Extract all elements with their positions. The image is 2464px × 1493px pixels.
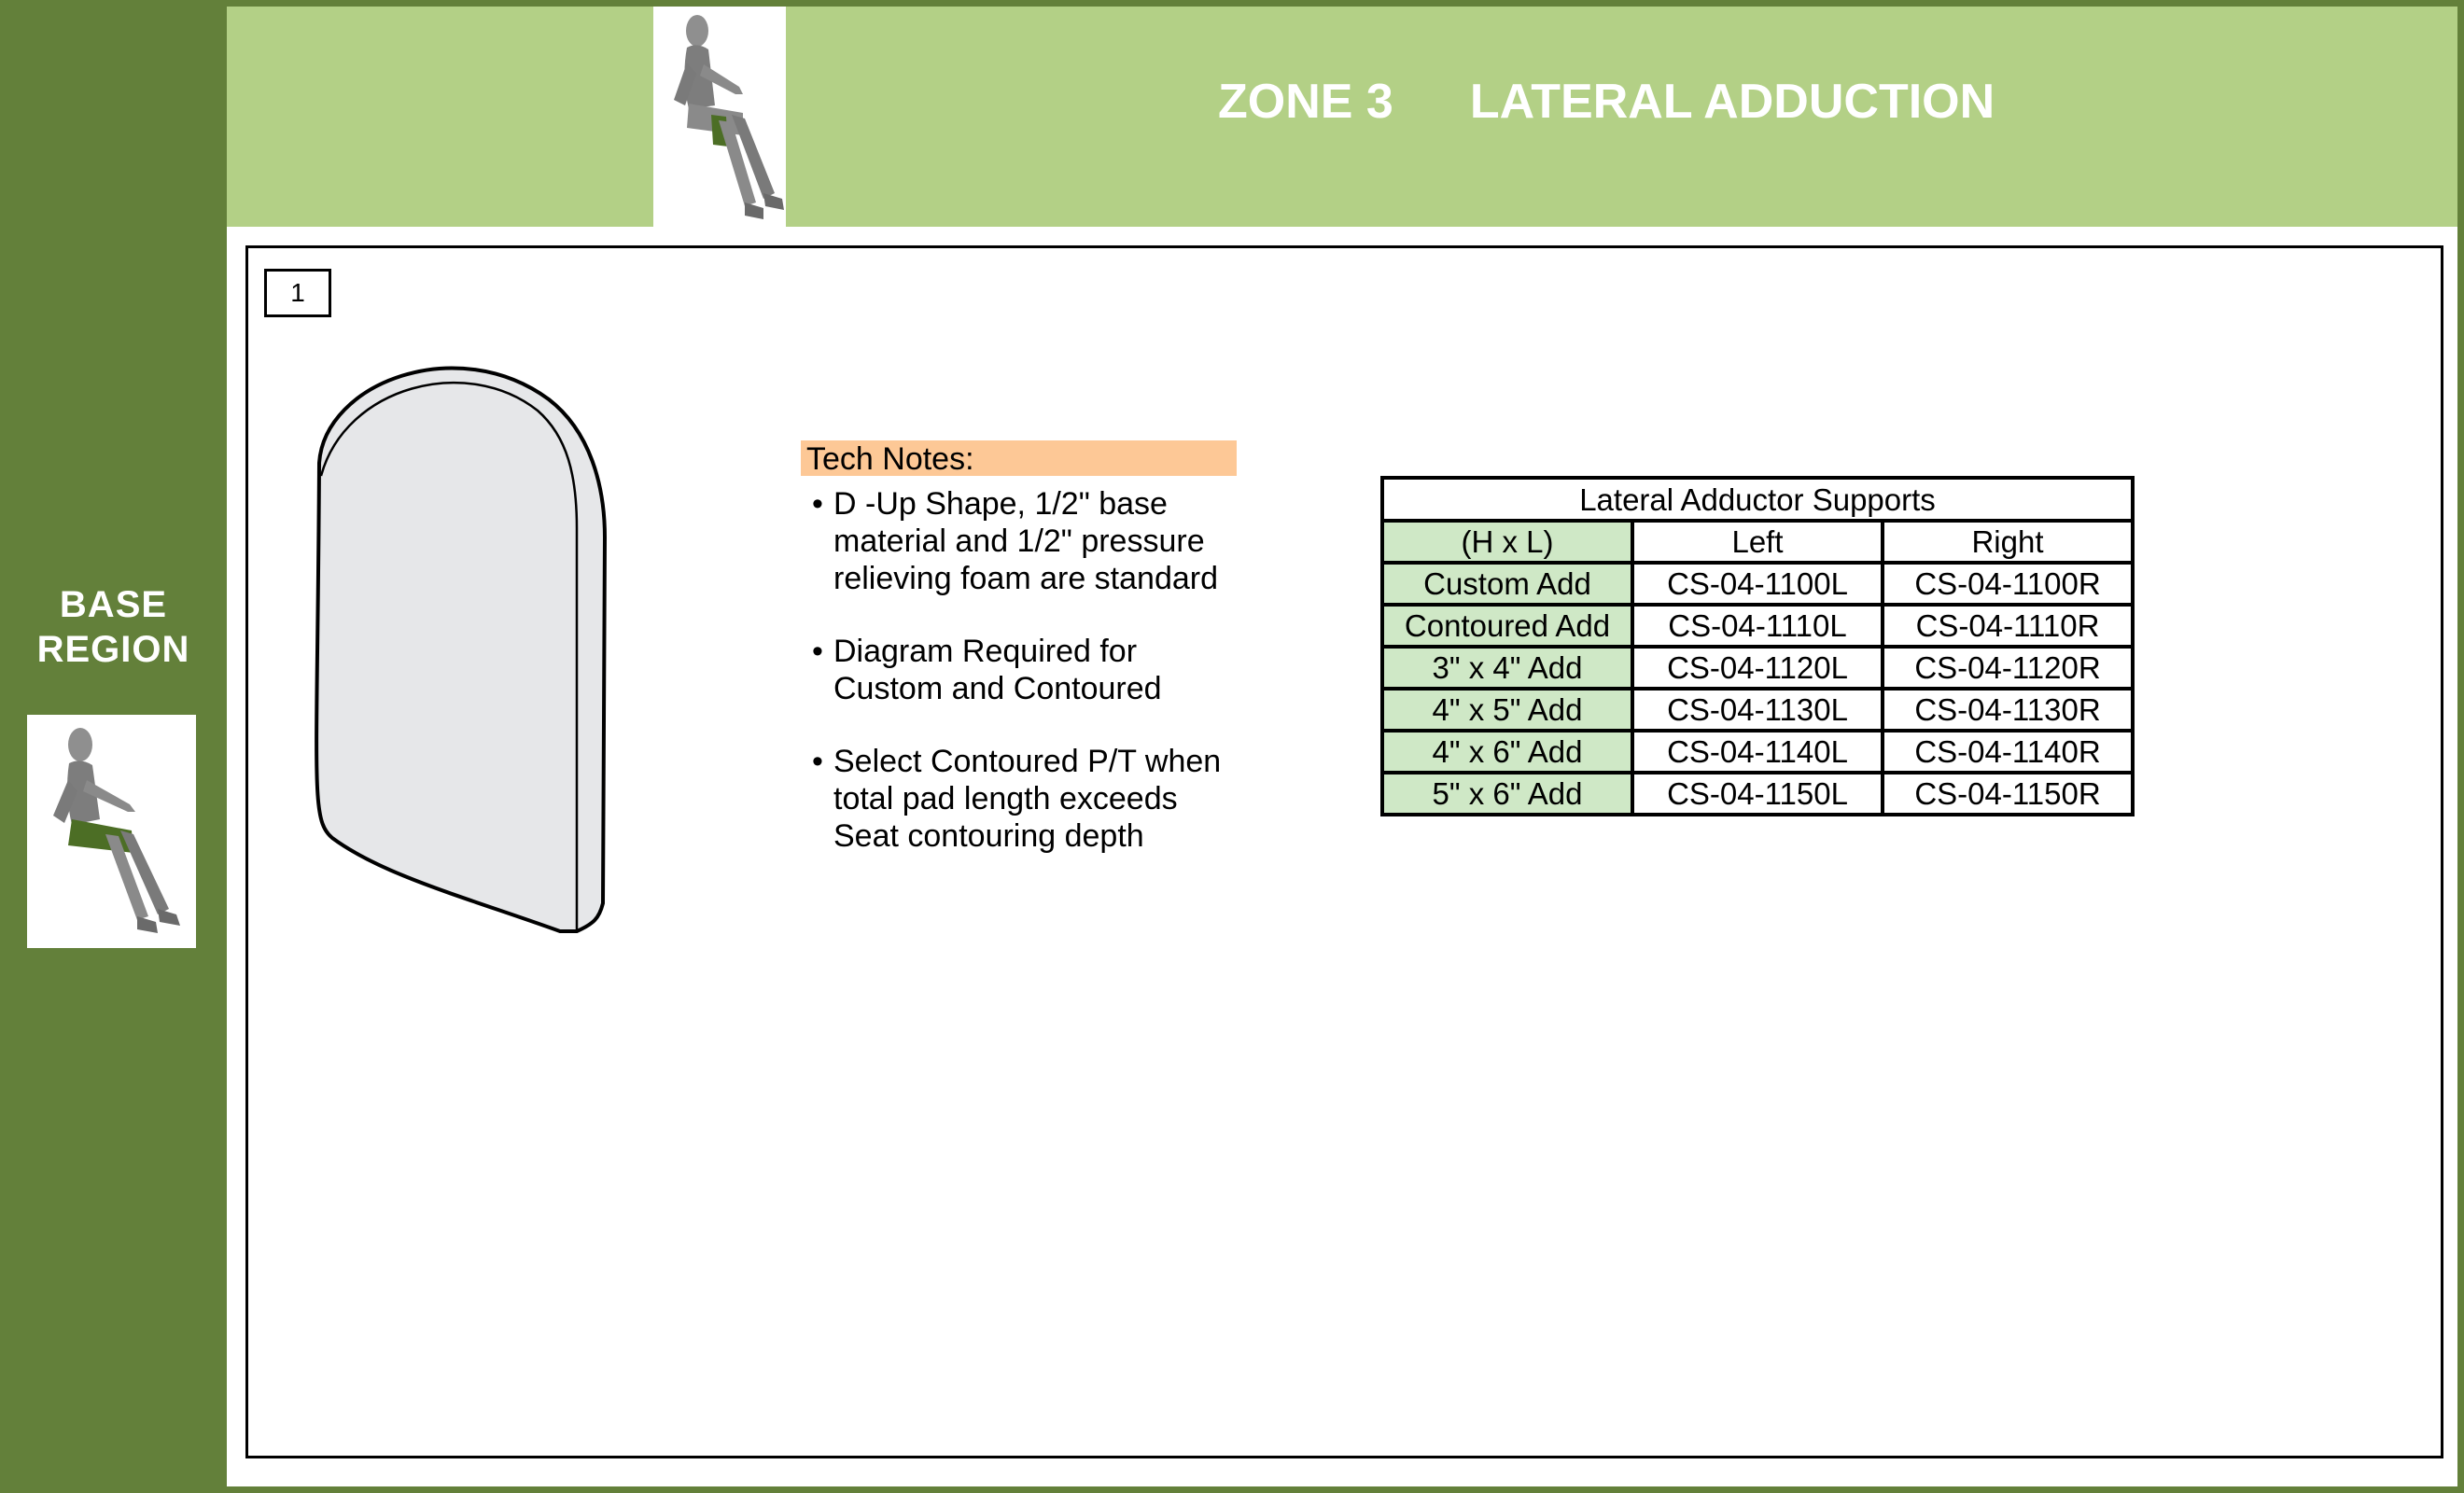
size-cell: Contoured Add: [1382, 605, 1632, 647]
column-header-size: (H x L): [1382, 521, 1632, 563]
right-part-number: CS-04-1140R: [1883, 731, 2133, 773]
tech-note-item: • Diagram Required for Custom and Contoured: [812, 633, 1232, 707]
table-caption: Lateral Adductor Supports: [1382, 478, 2133, 521]
left-part-number: CS-04-1130L: [1632, 689, 1883, 731]
tech-notes-list: [812, 485, 1232, 890]
tech-note-item: • D -Up Shape, 1/2" base material and 1/2" pressure relieving foam are standard: [812, 485, 1232, 597]
right-part-number: CS-04-1110R: [1883, 605, 2133, 647]
table-caption-row: [1382, 478, 2133, 521]
table-row: [1382, 605, 2133, 647]
tech-note-item: • Select Contoured P/T when total pad length exceeds Seat contouring depth: [812, 743, 1232, 855]
table-header-row: [1382, 521, 2133, 563]
left-part-number: CS-04-1120L: [1632, 647, 1883, 689]
right-part-number: CS-04-1130R: [1883, 689, 2133, 731]
table-row: [1382, 689, 2133, 731]
right-part-number: CS-04-1150R: [1883, 773, 2133, 815]
tech-notes-heading: Tech Notes:: [801, 440, 1237, 476]
right-part-number: CS-04-1120R: [1883, 647, 2133, 689]
table-row: [1382, 563, 2133, 605]
zone-header: [227, 7, 2457, 227]
left-part-number: CS-04-1140L: [1632, 731, 1883, 773]
page-title: [1218, 74, 1995, 130]
size-cell: 3" x 4" Add: [1382, 647, 1632, 689]
table-row: [1382, 773, 2133, 815]
left-part-number: CS-04-1100L: [1632, 563, 1883, 605]
right-part-number: CS-04-1100R: [1883, 563, 2133, 605]
left-sidebar: [0, 0, 227, 1493]
left-part-number: CS-04-1110L: [1632, 605, 1883, 647]
left-part-number: CS-04-1150L: [1632, 773, 1883, 815]
size-cell: 5" x 6" Add: [1382, 773, 1632, 815]
column-header-left: Left: [1632, 521, 1883, 563]
seated-figure-base-icon: [27, 715, 196, 948]
table-row: [1382, 731, 2133, 773]
d-up-pad-icon: [308, 345, 691, 942]
size-cell: 4" x 6" Add: [1382, 731, 1632, 773]
region-label: [0, 582, 227, 672]
lateral-adductor-table: [1380, 476, 2135, 816]
section-title: LATERAL ADDUCTION: [1469, 75, 1995, 129]
zone-label: ZONE 3: [1218, 75, 1393, 129]
seated-figure-lateral-icon: [653, 7, 786, 233]
region-label-line-1: BASE: [59, 584, 168, 625]
table-row: [1382, 647, 2133, 689]
item-number-box: 1: [264, 269, 331, 317]
region-label-line-2: REGION: [36, 629, 190, 670]
size-cell: Custom Add: [1382, 563, 1632, 605]
column-header-right: Right: [1883, 521, 2133, 563]
size-cell: 4" x 5" Add: [1382, 689, 1632, 731]
